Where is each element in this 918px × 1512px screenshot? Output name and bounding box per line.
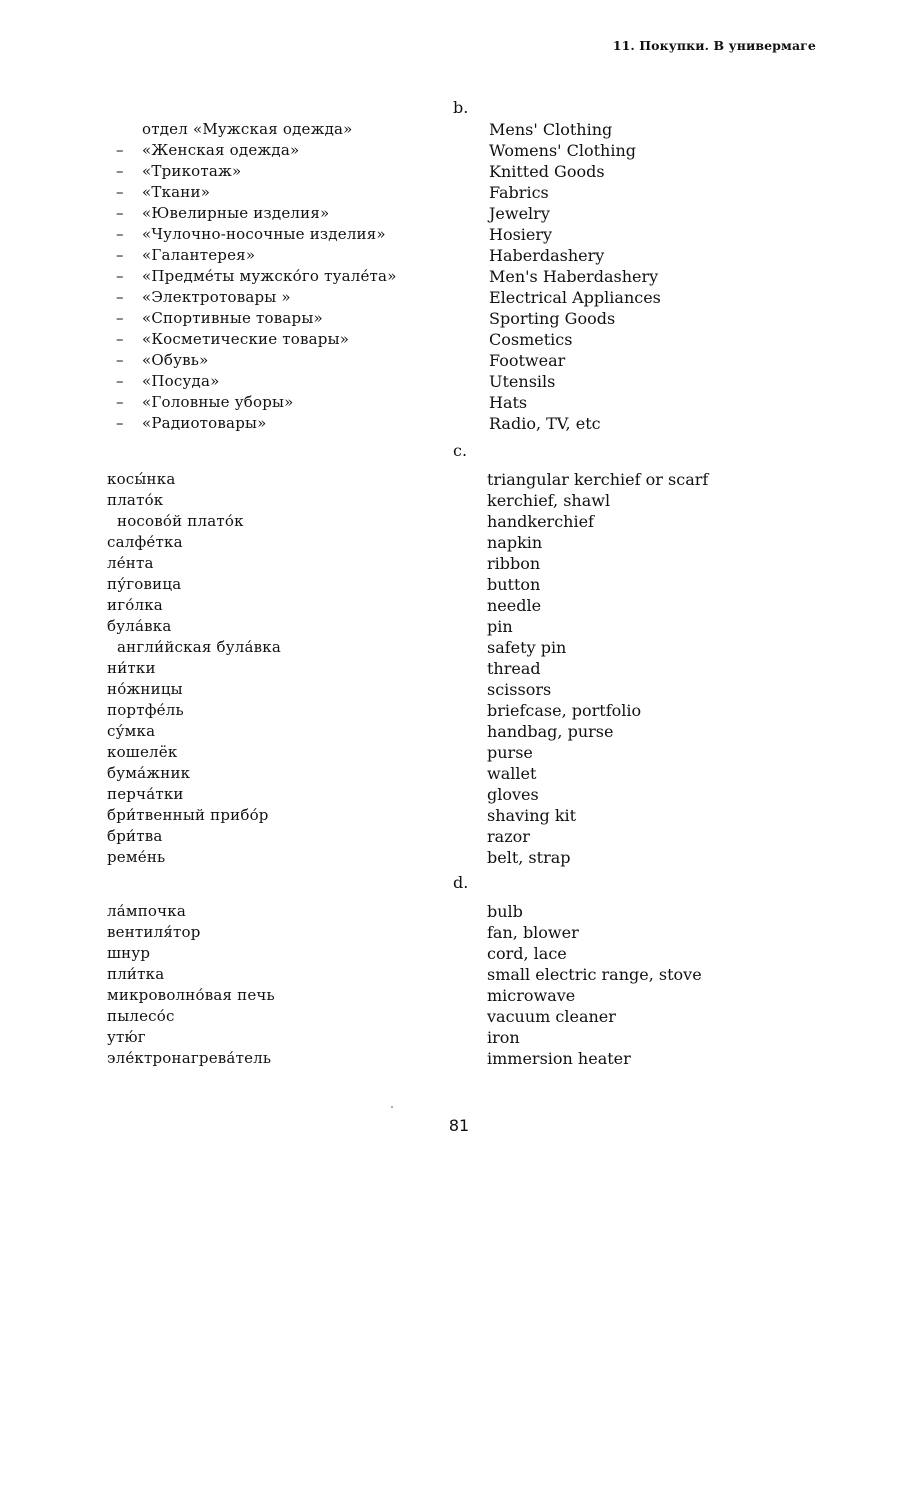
list-item: носово́й плато́к bbox=[117, 512, 244, 530]
list-item: vacuum cleaner bbox=[487, 1007, 616, 1026]
list-item: микроволно́вая печь bbox=[107, 986, 275, 1004]
list-item: – «Спортивные товары» bbox=[116, 309, 323, 327]
list-item: shaving kit bbox=[487, 806, 577, 825]
list-item: Footwear bbox=[489, 351, 566, 370]
list-item: бума́жник bbox=[107, 764, 191, 782]
list-item: иго́лка bbox=[107, 596, 163, 614]
list-item: отдел «Мужская одежда» bbox=[142, 120, 353, 138]
list-item: – «Галантерея» bbox=[116, 246, 256, 264]
list-item: pin bbox=[487, 617, 513, 636]
list-item: плато́к bbox=[107, 491, 164, 509]
list-item: cord, lace bbox=[487, 944, 567, 963]
list-item: – «Ткани» bbox=[116, 183, 211, 201]
list-item: handbag, purse bbox=[487, 722, 614, 741]
list-item: – «Чулочно-носочные изделия» bbox=[116, 225, 386, 243]
list-item: briefcase, portfolio bbox=[487, 701, 642, 720]
list-item: но́жницы bbox=[107, 680, 183, 698]
page-number: 81 bbox=[448, 1116, 470, 1135]
list-item: су́мка bbox=[107, 722, 156, 740]
list-item: Mens' Clothing bbox=[489, 120, 613, 139]
list-item: – «Косметические товары» bbox=[116, 330, 350, 348]
section-d-russian-column bbox=[107, 901, 447, 1069]
list-item: – «Трикотаж» bbox=[116, 162, 242, 180]
list-item: пу́говица bbox=[107, 575, 182, 593]
list-item: triangular kerchief or scarf bbox=[487, 470, 709, 489]
list-item: scissors bbox=[487, 680, 552, 699]
section-b-label: b. bbox=[453, 98, 469, 117]
list-item: – «Обувь» bbox=[116, 351, 209, 369]
list-item: immersion heater bbox=[487, 1049, 631, 1068]
list-item: англи́йская була́вка bbox=[117, 638, 281, 656]
list-item: пли́тка bbox=[107, 965, 165, 983]
list-item: пылесо́с bbox=[107, 1007, 175, 1025]
list-item: ла́мпочка bbox=[107, 902, 187, 920]
list-item: вентиля́тор bbox=[107, 923, 201, 941]
list-item: эле́ктронагрева́тель bbox=[107, 1049, 272, 1067]
section-c-label: c. bbox=[453, 441, 468, 460]
list-item: Womens' Clothing bbox=[489, 141, 637, 160]
section-c-russian-column bbox=[107, 469, 447, 868]
list-item: шнур bbox=[107, 944, 151, 962]
list-item: ле́нта bbox=[107, 554, 154, 572]
list-item: – «Посуда» bbox=[116, 372, 220, 390]
list-item: handkerchief bbox=[487, 512, 594, 531]
list-item: Electrical Appliances bbox=[489, 288, 661, 307]
list-item: – «Головные уборы» bbox=[116, 393, 294, 411]
list-item: Radio, TV, etc bbox=[489, 414, 601, 433]
list-item: ни́тки bbox=[107, 659, 156, 677]
list-item: iron bbox=[487, 1028, 520, 1047]
list-item: purse bbox=[487, 743, 533, 762]
list-item: – «Женская одежда» bbox=[116, 141, 300, 159]
list-item: портфе́ль bbox=[107, 701, 184, 719]
list-item: Cosmetics bbox=[489, 330, 573, 349]
list-item: small electric range, stove bbox=[487, 965, 702, 984]
list-item: перча́тки bbox=[107, 785, 184, 803]
list-item: Knitted Goods bbox=[489, 162, 605, 181]
list-item: needle bbox=[487, 596, 542, 615]
list-item: – «Предме́ты мужско́го туале́та» bbox=[116, 267, 397, 285]
list-item: fan, blower bbox=[487, 923, 579, 942]
list-item: Hosiery bbox=[489, 225, 553, 244]
print-speck bbox=[391, 1106, 393, 1108]
list-item: microwave bbox=[487, 986, 576, 1005]
list-item: бри́тва bbox=[107, 827, 163, 845]
list-item: кошелёк bbox=[107, 743, 178, 761]
list-item: – «Радиотовары» bbox=[116, 414, 267, 432]
list-item: gloves bbox=[487, 785, 539, 804]
list-item: була́вка bbox=[107, 617, 172, 635]
list-item: ribbon bbox=[487, 554, 541, 573]
list-item: thread bbox=[487, 659, 541, 678]
section-c-english-column bbox=[487, 469, 817, 868]
list-item: – «Электротовары » bbox=[116, 288, 291, 306]
list-item: razor bbox=[487, 827, 530, 846]
list-item: Hats bbox=[489, 393, 528, 412]
list-item: бри́твенный прибо́р bbox=[107, 806, 269, 824]
running-head: 11. Покупки. В универмаге bbox=[612, 38, 816, 53]
list-item: Jewelry bbox=[489, 204, 550, 223]
list-item: safety pin bbox=[487, 638, 567, 657]
section-d-english-column bbox=[487, 901, 817, 1069]
list-item: wallet bbox=[487, 764, 537, 783]
list-item: napkin bbox=[487, 533, 543, 552]
list-item: button bbox=[487, 575, 541, 594]
list-item: bulb bbox=[487, 902, 523, 921]
list-item: Fabrics bbox=[489, 183, 549, 202]
list-item: утю́г bbox=[107, 1028, 146, 1046]
list-item: салфе́тка bbox=[107, 533, 183, 551]
list-item: Sporting Goods bbox=[489, 309, 616, 328]
list-item: Men's Haberdashery bbox=[489, 267, 659, 286]
list-item: Haberdashery bbox=[489, 246, 605, 265]
section-d-label: d. bbox=[453, 873, 469, 892]
list-item: kerchief, shawl bbox=[487, 491, 611, 510]
list-item: косы́нка bbox=[107, 470, 176, 488]
section-b-english-column bbox=[489, 119, 819, 434]
list-item: belt, strap bbox=[487, 848, 571, 867]
list-item: Utensils bbox=[489, 372, 556, 391]
list-item: реме́нь bbox=[107, 848, 166, 866]
section-b-russian-column bbox=[107, 119, 447, 434]
list-item: – «Ювелирные изделия» bbox=[116, 204, 330, 222]
